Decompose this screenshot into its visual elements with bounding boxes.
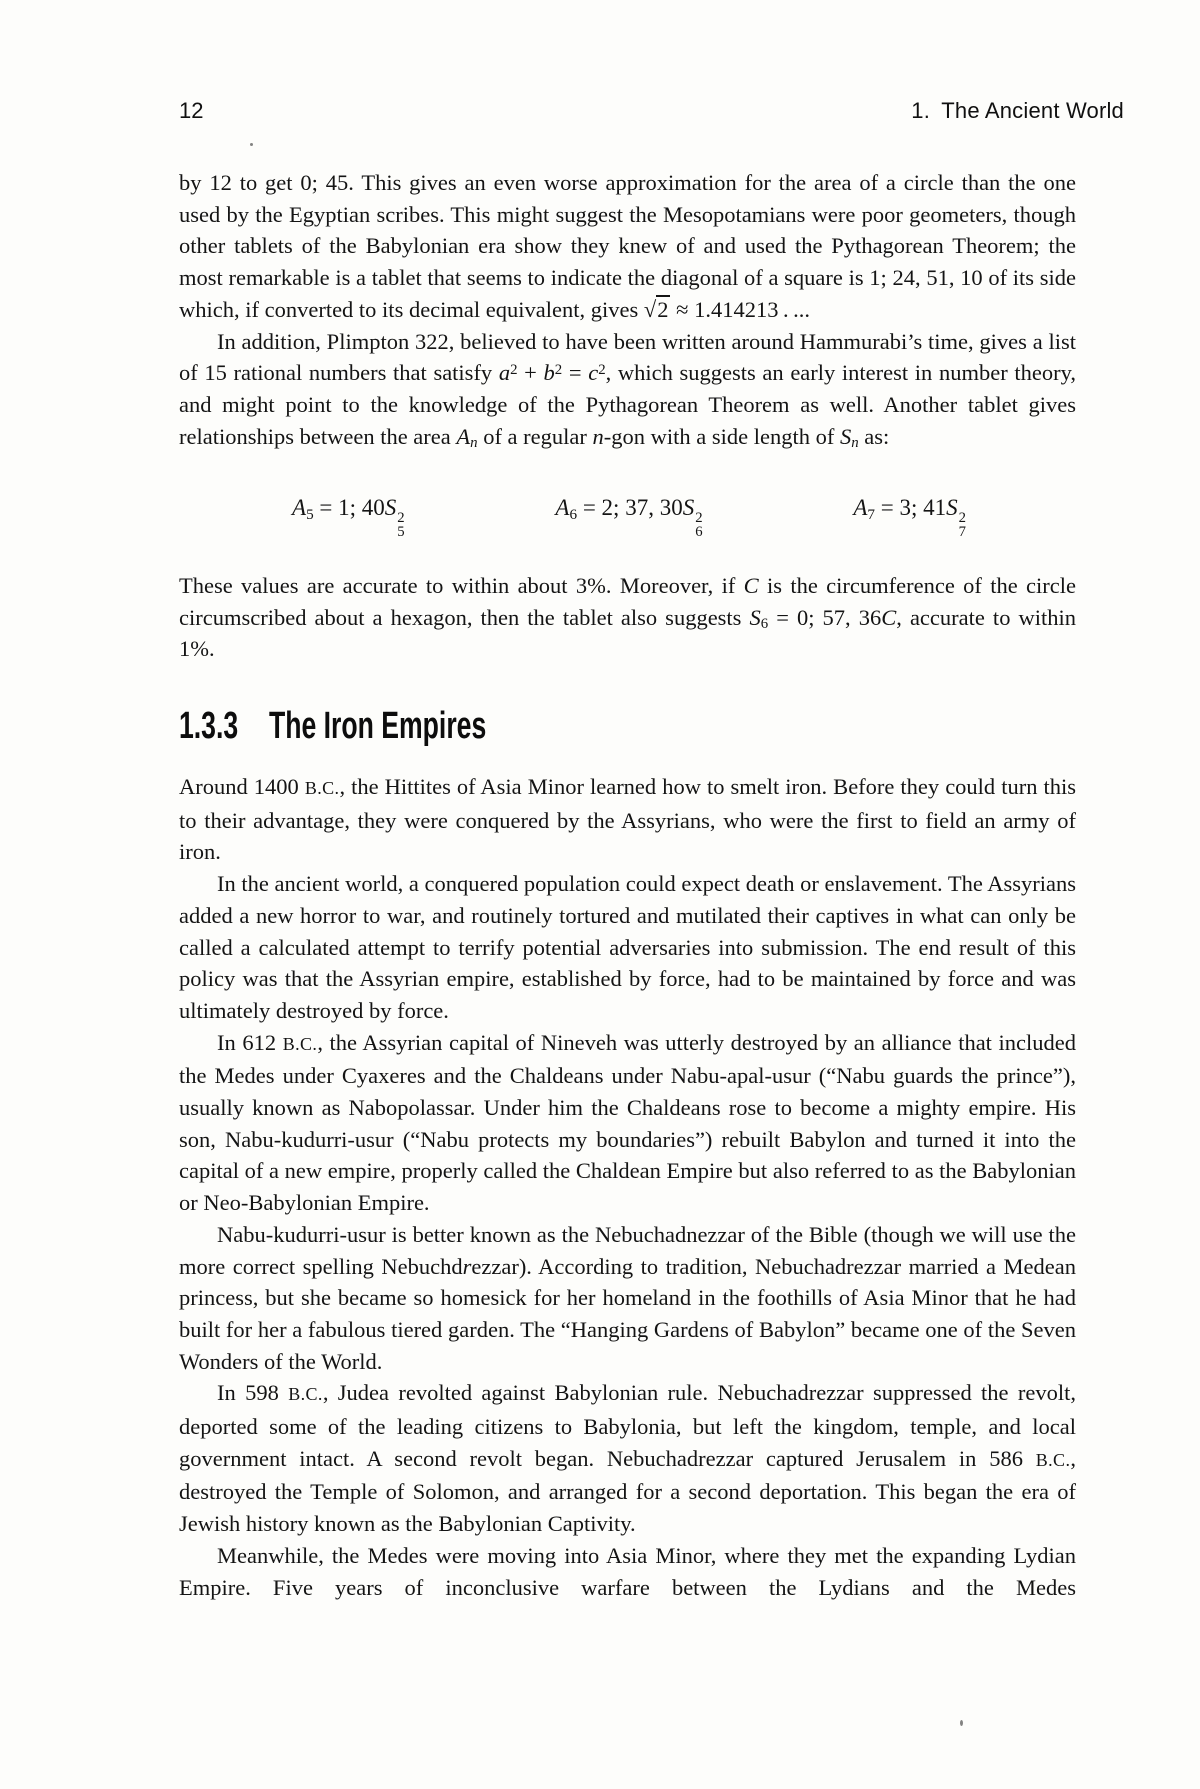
paragraph: Nabu-kudurri-usur is better known as the Nebuchadnezzar of the Bible (though we will use the more correct spelling Nebuchdrezzar). According to tradition, Nebuchadrezzar married a Medean princess, but she became so homesick for her homeland in the foothills of Asia Minor that he had built for her a fabulous tiered garden. The “Hanging Gardens of Babylon” became one of the Seven Wonders of the World. — [179, 1221, 1076, 1374]
section-number: 1.3.3 — [179, 704, 239, 747]
paragraph: Meanwhile, the Medes were moving into Asia Minor, where they met the expanding Lydian Empire. Five years of inconclusive warfare between the Lydians and the Medes — [179, 1542, 1076, 1600]
page-header — [179, 99, 1124, 123]
scan-speck — [960, 1720, 963, 1726]
section-heading — [179, 704, 1076, 747]
equation-row — [292, 488, 966, 540]
supsub-expression: S 2 6 — [682, 495, 703, 540]
running-head: 1. The Ancient World — [911, 98, 1124, 123]
section-title: The Iron Empires — [268, 704, 487, 747]
supsub-expression: S 2 7 — [946, 495, 966, 540]
equation: A7 = 3; 41S 2 7 — [853, 495, 966, 540]
scan-speck — [250, 143, 253, 146]
paragraph: Around 1400 B.C., the Hittites of Asia Minor learned how to smelt iron. Before they could turn this to their advantage, they were conquered by the Assyrians, who were the first to field an army of iron. — [179, 773, 1076, 865]
paragraph: In 612 B.C., the Assyrian capital of Nineveh was utterly destroyed by an alliance that included the Medes under Cyaxeres and the Chaldeans under Nabu-apal-usur (“Nabu guards the prince”), usually known as Nabopolassar. Under him the Chaldeans rose to become a mighty empire. His son, Nabu-kudurri-usur (“Nabu protects my boundaries”) rebuilt Babylon and turned it into the capital of a new empire, properly called the Chaldean Empire but also referred to as the Babylonian or Neo-Babylonian Empire. — [179, 1029, 1077, 1216]
equation: A5 = 1; 40S 2 5 — [292, 495, 405, 540]
page-number: 12 — [179, 98, 204, 123]
paragraph: These values are accurate to within about 3%. Moreover, if C is the circumference of the circle circumscribed about a hexagon, then the tablet also suggests S6 = 0; 57, 36C, accurate to within 1%. — [179, 572, 1076, 662]
paragraph: In the ancient world, a conquered population could expect death or enslavement. The Assyrians added a new horror to war, and routinely tortured and mutilated their captives in what can only be called a calculated attempt to terrify potential adversaries into submission. The end result of this policy was that the Assyrian empire, established by force, had to be maintained by force and was ultimately destroyed by force. — [179, 871, 1076, 1023]
sqrt-expression: √2 — [643, 296, 669, 322]
paragraph: In 598 B.C., Judea revolted against Babylonian rule. Nebuchadrezzar suppressed the revolt, deported some of the leading citizens to Babylonia, but left the kingdom, temple, and local government intact. A second revolt began. Nebuchadrezzar captured Jerusalem in 586 B.C., destroyed the Temple of Solomon, and arranged for a second deportation. This began the era of Jewish history known as the Babylonian Captivity. — [179, 1380, 1076, 1537]
paragraph: In addition, Plimpton 322, believed to have been written around Hammurabi’s time, gives a list of 15 rational numbers that satisfy $a^2 + b^2 = c^2$, which suggests an early interest in number theory, and might point to the knowledge of the Pythagorean Theorem as well. Another tablet gives relationships between the area An of a regular n-gon with a side length of Sn as: — [179, 328, 1076, 452]
equation: A6 = 2; 37, 30S 2 6 — [555, 495, 703, 540]
page-body — [179, 167, 1076, 1603]
paragraph: by 12 to get 0; 45. This gives an even worse approximation for the area of a circle than the one used by the Egyptian scribes. This might suggest the Mesopotamians were poor geometers, though other tablets of the Babylonian era show they knew of and used the Pythagorean Theorem; the most remarkable is a tablet that seems to indicate the diagonal of a square is 1; 24, 51, 10 of its side which, if converted to its decimal equivalent, gives √2 ≈ 1.414213 . ... — [179, 170, 1076, 322]
supsub-expression: S 2 5 — [384, 495, 405, 540]
